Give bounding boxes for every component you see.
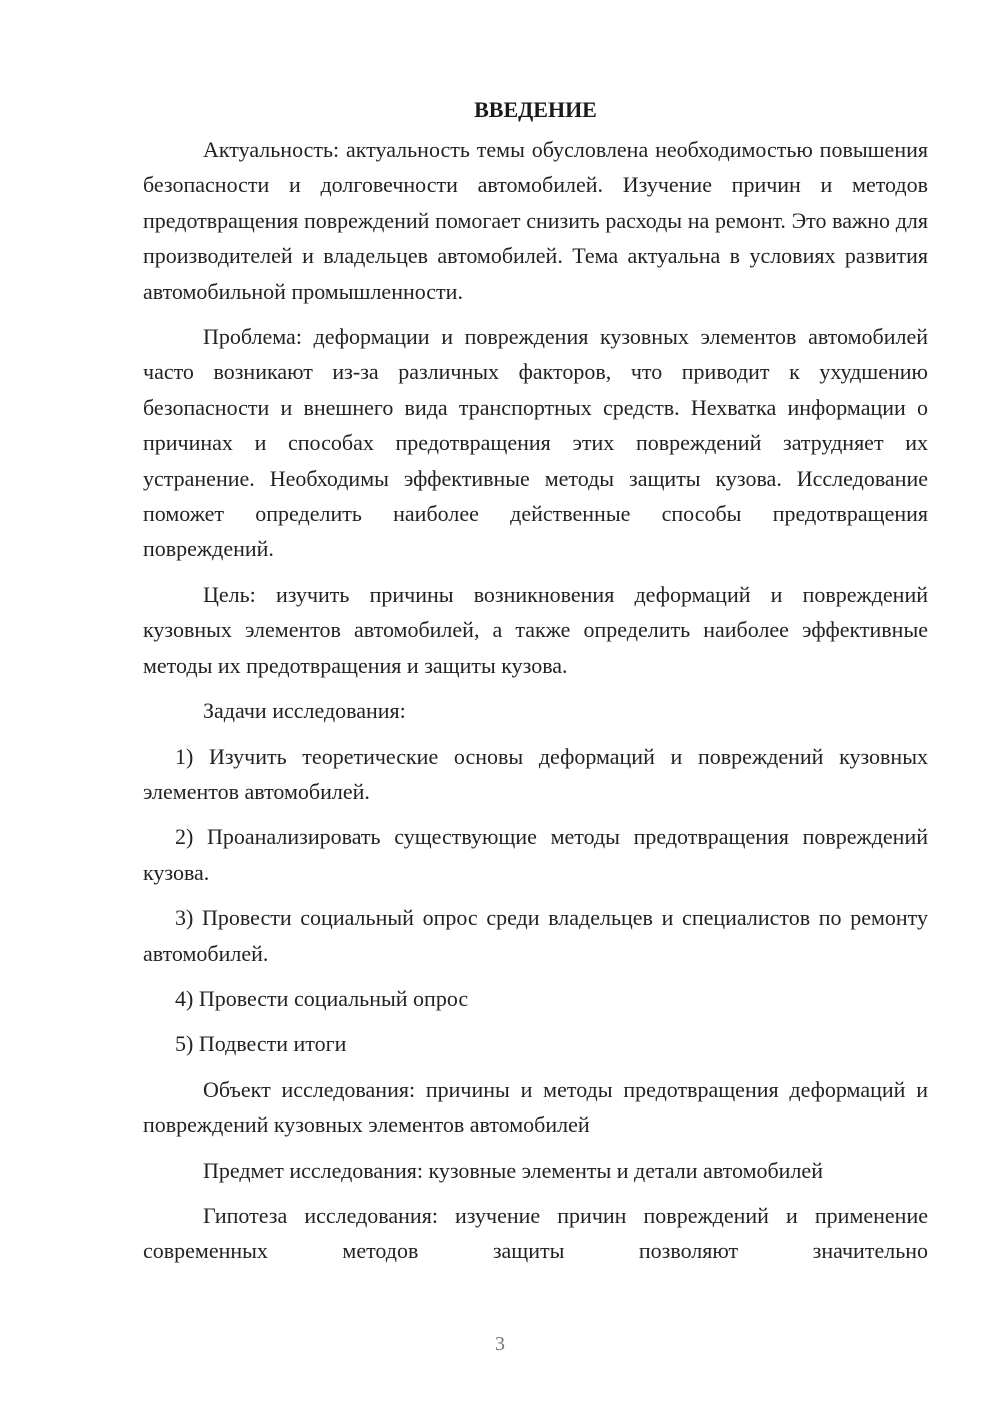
- paragraph-relevance: Актуальность: актуальность темы обусловлена необходимостью повышения безопасности и долговечности автомобилей. Изучение причин и методов предотвращения повреждений помогает снизить расходы на ремонт. Это важно для производителей и владельцев автомобилей. Тема актуальна в условиях развития автомобильной промышленности.: [143, 137, 928, 304]
- tasks-heading: Задачи исследования:: [203, 698, 406, 724]
- paragraph-hypothesis: Гипотеза исследования: изучение причин повреждений и применение современных методов защиты позволяют значительно: [143, 1202, 928, 1264]
- task-item-2: 2) Проанализировать существующие методы предотвращения повреждений кузова.: [143, 824, 928, 885]
- document-page: [143, 92, 928, 1279]
- task-item-3: 3) Провести социальный опрос среди владельцев и специалистов по ремонту автомобилей.: [143, 905, 928, 966]
- task-item-4: 4) Провести социальный опрос: [175, 985, 469, 1011]
- paragraph-problem: Проблема: деформации и повреждения кузовных элементов автомобилей часто возникают из-за различных факторов, что приводит к ухудшению безопасности и внешнего вида транспортных средств. Нехватка информации о причинах и способах предотвращения этих повреждений затрудняет их устранение. Необходимы эффективные методы защиты кузова. Исследование поможет определить наиболее действенные способы предотвращения повреждений.: [143, 324, 928, 562]
- task-item-1: 1) Изучить теоретические основы деформаций и повреждений кузовных элементов автомобилей.: [143, 743, 928, 804]
- paragraph-subject: Предмет исследования: кузовные элементы и детали автомобилей: [203, 1157, 823, 1183]
- paragraph-object: Объект исследования: причины и методы предотвращения деформаций и повреждений кузовных элементов автомобилей: [143, 1076, 928, 1138]
- page-number: 3: [495, 1333, 505, 1355]
- section-title: ВВЕДЕНИЕ: [474, 97, 597, 122]
- task-item-5: 5) Подвести итоги: [175, 1031, 347, 1057]
- paragraph-goal: Цель: изучить причины возникновения деформаций и повреждений кузовных элементов автомобилей, а также определить наиболее эффективные методы их предотвращения и защиты кузова.: [143, 581, 928, 678]
